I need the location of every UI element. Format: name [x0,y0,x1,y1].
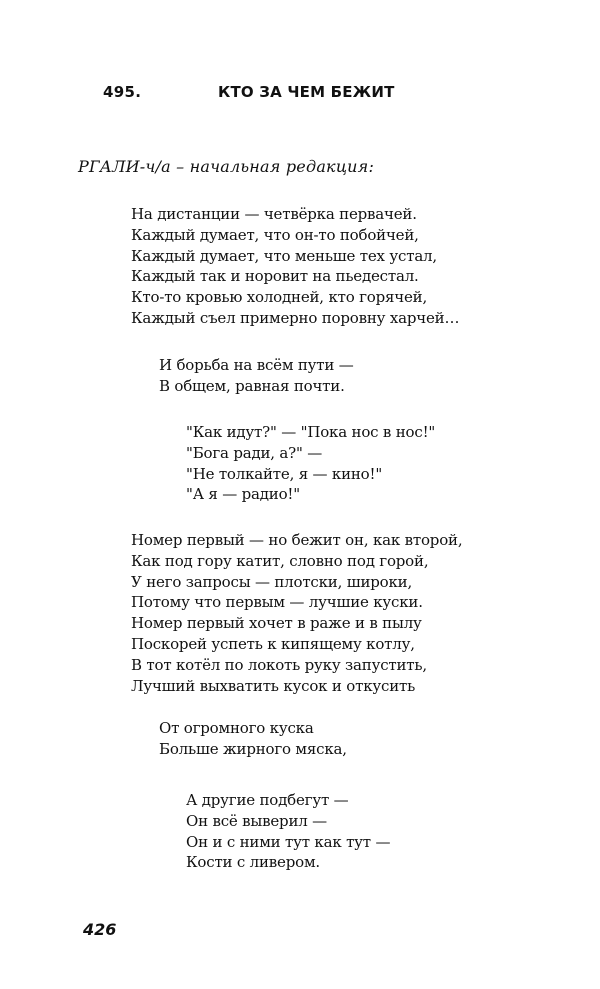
verse-line: И борьба на всём пути — [159,356,354,374]
verse-line: На дистанции — четвёрка первачей. [131,205,417,223]
verse-line: Каждый съел примерно поровну харчей… [131,308,460,327]
verse-line: Кто-то кровью холодней, кто горячей, [131,288,428,307]
stanza-4 [131,530,462,696]
verse-line: У него запросы — плотски, широки, [131,572,413,591]
verse-line: Каждый думает, что меньше тех устал, [131,246,437,265]
verse-line: Потому что первым — лучшие куски. [131,593,423,612]
verse-line: Больше жирного мяска, [159,739,347,758]
verse-line: "Не толкайте, я — кино!" [186,464,383,483]
poem-number: 495. [103,83,142,101]
verse-line: Каждый думает, что он-то побойчей, [131,225,419,244]
verse-line: "Бога ради, а?" — [186,443,323,462]
verse-line: От огромного куска [159,719,314,737]
verse-line: Как под гору катит, словно под горой, [131,551,429,570]
stanza-6 [186,790,390,873]
stanza-2 [159,355,354,397]
verse-line: "А я — радио!" [186,485,300,504]
verse-line: Он и с ними тут как тут — [186,832,391,851]
verse-line: Поскорей успеть к кипящему котлу, [131,634,415,653]
stanza-1 [131,204,459,329]
verse-line: А другие подбегут — [186,791,349,809]
verse-line: Он всё выверил — [186,811,327,830]
page-number: 426 [83,920,117,939]
verse-line: Номер первый хочет в раже и в пылу [131,614,422,633]
verse-line: В общем, равная почти. [159,376,345,395]
poem-title: КТО ЗА ЧЕМ БЕЖИТ [218,83,395,101]
source-note: РГАЛИ-ч/а – начальная редакция: [78,157,375,176]
verse-line: Каждый так и норовит на пьедестал. [131,267,419,286]
stanza-5 [159,718,347,760]
stanza-3 [186,422,435,505]
verse-line: Кости с ливером. [186,853,320,872]
verse-line: В тот котёл по локоть руку запустить, [131,655,427,674]
verse-line: Номер первый — но бежит он, как второй, [131,531,463,549]
verse-line: "Как идут?" — "Пока нос в нос!" [186,423,436,441]
verse-line: Лучший выхватить кусок и откусить [131,676,416,695]
